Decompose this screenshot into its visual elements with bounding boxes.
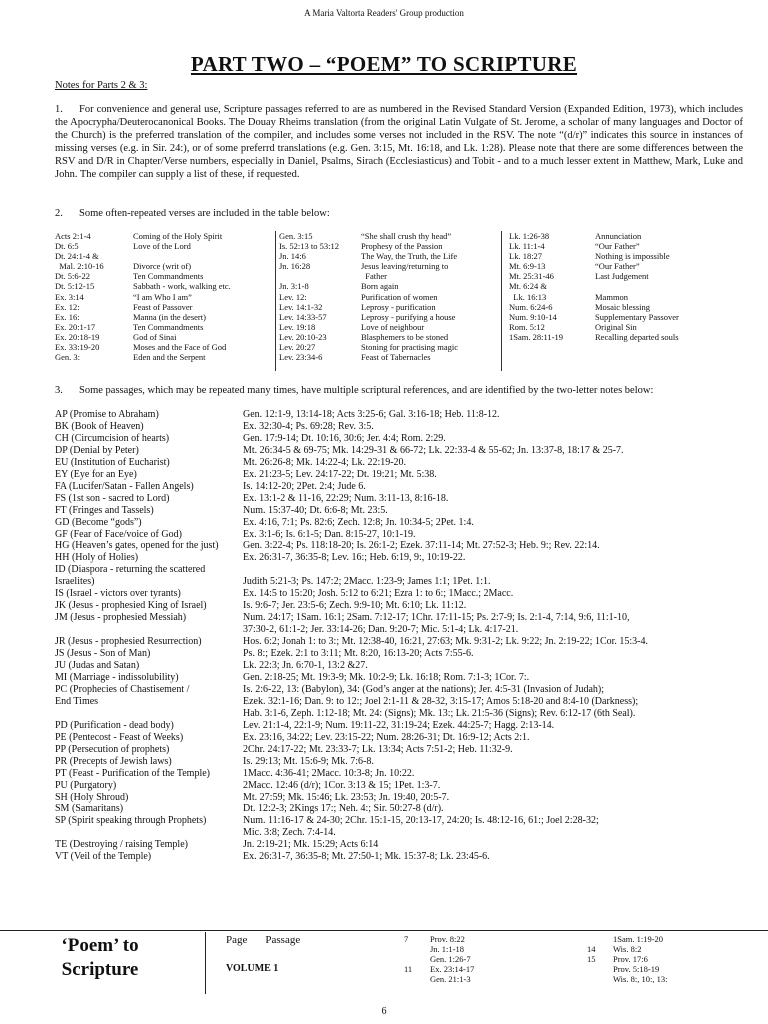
code-label: PD (Purification - dead body) (55, 719, 174, 731)
verse-desc: Jesus leaving/returning to (361, 261, 449, 272)
code-references: Lev. 21:1-4, 22:1-9; Num. 19:11-22, 31:19-24; Ezek. 44:25-7; Hagg. 2:13-14. (243, 719, 555, 731)
code-references: Is. 29:13; Mt. 15:6-9; Mk. 7:6-8. (243, 755, 374, 767)
verse-row (279, 302, 458, 312)
footer-page-number: 11 (404, 964, 413, 974)
verse-desc: Prophesy of the Passion (361, 241, 443, 252)
verse-row (509, 261, 679, 271)
verse-row (509, 251, 679, 261)
verse-ref: Jn. 14:6 (279, 251, 306, 262)
code-row (55, 696, 745, 708)
code-row (55, 839, 745, 851)
code-label: ID (Diaspora - returning the scattered (55, 564, 206, 576)
code-references: Mt. 26:34-5 & 69-75; Mk. 14:29-31 & 66-72; Lk. 22:33-4 & 55-62; Jn. 13:37-8, 18:17 & 25-7. (243, 444, 624, 456)
verse-ref: Lev. 14:1-32 (279, 301, 323, 312)
code-references: Num. 11:16-17 & 24-30; 2Chr. 15:1-15, 20:13-17, 24:20; Is. 48:12-16, 61:; Joel 2:28-32; (243, 815, 599, 827)
code-label: BK (Book of Heaven) (55, 420, 144, 432)
note-text: Some often-repeated verses are included in the table below: (79, 208, 330, 219)
verse-ref: 1Sam. 28:11-19 (509, 331, 563, 342)
code-references: Mt. 27:59; Mk. 15:46; Lk. 23:53; Jn. 19:40, 20:5-7. (243, 791, 450, 803)
code-row (55, 636, 745, 648)
verse-desc: Sabbath - work, walking etc. (133, 281, 231, 292)
footer-rule (0, 930, 768, 931)
two-letter-codes-list (55, 409, 745, 863)
code-row (55, 481, 745, 493)
verse-row (279, 281, 458, 291)
footer-passage-ref: Gen. 1:26-7 (430, 954, 471, 964)
footer-column-headers (226, 934, 318, 946)
code-references: Ex. 26:31-7, 36:35-8; Mt. 27:50-1; Mk. 15:37-8; Lk. 23:45-6. (243, 851, 490, 863)
code-label: GD (Become “gods”) (55, 516, 142, 528)
footer-passage-row (587, 964, 667, 974)
verse-desc: Mosaic blessing (595, 301, 651, 312)
verse-row (279, 271, 458, 281)
code-label (55, 708, 243, 720)
verse-desc: Eden and the Serpent (133, 352, 206, 363)
code-references: Ex. 26:31-7, 36:35-8; Lev. 16:; Heb. 6:19, 9:, 10:19-22. (243, 552, 466, 564)
verse-desc: Moses and the Face of God (133, 342, 227, 353)
code-row (55, 588, 745, 600)
code-label: JU (Judas and Satan) (55, 660, 140, 672)
code-references: Mt. 26:26-8; Mk. 14:22-4; Lk. 22:19-20. (243, 456, 407, 468)
code-label: JS (Jesus - Son of Man) (55, 648, 151, 660)
verse-desc: Feast of Passover (133, 301, 193, 312)
code-label: CH (Circumcision of hearts) (55, 432, 170, 444)
verse-column-1 (55, 231, 231, 362)
verse-desc: “I am Who I am” (133, 291, 192, 302)
footer-passage-row (587, 934, 667, 944)
note-number: 1. (55, 104, 63, 115)
footer-passages-1 (404, 934, 474, 984)
verse-row (55, 251, 231, 261)
footer-page-number: 7 (404, 934, 409, 944)
verse-desc: Supplementary Passover (595, 311, 679, 322)
verse-column-3 (509, 231, 679, 342)
verse-ref: Jn. 3:1-8 (279, 281, 309, 292)
code-references: Is. 2:6-22, 13: (Babylon), 34: (God’s anger at the nations); Jer. 4:5-31 (Invasion of Judah); (243, 683, 605, 695)
code-row (55, 720, 745, 732)
page-number: 6 (381, 1006, 387, 1017)
code-references: Ezek. 32:1-16; Dan. 9: to 12:; Joel 2:1-11 & 28-32, 3:15-17; Amos 5:18-20 and 8:4-10 (Darkness); (243, 695, 639, 707)
code-references: Dt. 12:2-3; 2Kings 17:; Neh. 4:; Sir. 50:27-8 (d/r). (243, 803, 444, 815)
verse-desc: “She shall crush thy head” (361, 231, 452, 241)
verse-row (509, 292, 679, 302)
code-references: Ex. 4:16, 7:1; Ps. 82:6; Zech. 12:8; Jn. 10:34-5; 2Pet. 1:4. (243, 516, 474, 528)
code-row (55, 409, 745, 421)
code-label: JR (Jesus - prophesied Resurrection) (55, 636, 202, 648)
code-row (55, 815, 745, 827)
code-label: PE (Pentecost - Feast of Weeks) (55, 731, 184, 743)
code-references: Ex. 32:30-4; Ps. 69:28; Rev. 3:5. (243, 420, 374, 432)
code-row (55, 612, 745, 624)
verse-row (55, 332, 231, 342)
code-references: Num. 24:17; 1Sam. 16:1; 2Sam. 7:12-17; 1Chr. 17:11-15; Ps. 2:7-9; Is. 2:1-4, 7:14, 9:6, 11:1-10, (243, 612, 630, 624)
code-row (55, 517, 745, 529)
verse-row (279, 312, 458, 322)
verse-ref: Lk. 11:1-4 (509, 241, 545, 252)
code-label: JM (Jesus - prophesied Messiah) (55, 612, 187, 624)
code-references: 1Macc. 4:36-41; 2Macc. 10:3-8; Jn. 10:22. (243, 767, 415, 779)
code-label: PR (Precepts of Jewish laws) (55, 755, 172, 767)
verse-row (55, 241, 231, 251)
code-label: TE (Destroying / raising Temple) (55, 839, 188, 851)
verse-ref: Lev. 19:18 (279, 321, 316, 332)
code-references: 2Macc. 12:46 (d/r); 1Cor. 3:13 & 15; 1Pet. 1:3-7. (243, 779, 441, 791)
code-references: Lk. 22:3; Jn. 6:70-1, 13:2 &27. (243, 660, 368, 672)
verse-ref: Lk. 16:13 (509, 291, 547, 302)
code-label: HH (Holy of Holies) (55, 552, 139, 564)
verse-desc: Ten Commandments (133, 271, 204, 282)
code-row (55, 744, 745, 756)
verse-ref: Ex. 16: (55, 311, 80, 322)
verse-column-2 (279, 231, 458, 362)
verse-ref: Dt. 5:6-22 (55, 271, 90, 282)
verse-desc: Coming of the Holy Spirit (133, 231, 223, 241)
column-divider (275, 231, 276, 371)
verse-row (509, 302, 679, 312)
verse-row (509, 231, 679, 241)
footer-passage-row (587, 974, 667, 984)
footer-passage-row (587, 954, 667, 964)
verse-ref: Lev. 23:34-6 (279, 352, 323, 363)
verse-desc: “Our Father” (595, 261, 640, 272)
code-row (55, 827, 745, 839)
verse-desc: Annunciation (595, 231, 642, 241)
code-label: FA (Lucifer/Satan - Fallen Angels) (55, 480, 194, 492)
code-label: End Times (55, 695, 99, 707)
verse-row (55, 261, 231, 271)
verse-desc: Love of neighbour (361, 321, 425, 332)
code-label: SH (Holy Shroud) (55, 791, 129, 803)
code-references: Ex. 3:1-6; Is. 6:1-5; Dan. 8:15-27, 10:1-19. (243, 528, 416, 540)
verse-row (279, 352, 458, 362)
verse-desc: Divorce (writ of) (133, 261, 192, 272)
code-row (55, 564, 745, 576)
verse-ref: Dt. 6:5 (55, 241, 79, 252)
passage-label: Passage (265, 934, 301, 946)
footer-passage-row (404, 944, 474, 954)
verse-ref: Mt. 25:31-46 (509, 271, 554, 282)
book-title (40, 934, 160, 982)
code-row (55, 540, 745, 552)
code-label: PT (Feast - Purification of the Temple) (55, 767, 211, 779)
book-title-line: ‘Poem’ to (61, 935, 139, 956)
code-label: EU (Institution of Eucharist) (55, 456, 170, 468)
code-references: Ps. 8:; Ezek. 2:1 to 3:11; Mt. 8:20, 16:13-20; Acts 7:55-6. (243, 648, 474, 660)
verse-ref: Lev. 14:33-57 (279, 311, 327, 322)
footer-passage-ref: Gen. 21:1-3 (430, 974, 471, 984)
footer-passage-ref: Prov. 8:22 (430, 934, 465, 944)
code-row (55, 648, 745, 660)
code-label (55, 624, 243, 636)
code-references: Gen. 17:9-14; Dt. 10:16, 30:6; Jer. 4:4; Rom. 2:29. (243, 432, 446, 444)
verse-row (55, 352, 231, 362)
code-row (55, 552, 745, 564)
verse-row (55, 281, 231, 291)
verse-desc: Feast of Tabernacles (361, 352, 431, 363)
code-row (55, 433, 745, 445)
code-row (55, 792, 745, 804)
code-label: VT (Veil of the Temple) (55, 851, 152, 863)
verse-row (279, 251, 458, 261)
code-label: DP (Denial by Peter) (55, 444, 139, 456)
footer-page-number: 15 (587, 954, 596, 964)
code-label: PP (Persecution of prophets) (55, 743, 170, 755)
footer-passage-ref: Ex. 23:14-17 (430, 964, 475, 974)
code-label (55, 827, 243, 839)
code-references: Judith 5:21-3; Ps. 147:2; 2Macc. 1:23-9; James 1:1; 1Pet. 1:1. (243, 576, 491, 588)
verse-desc: Leprosy - purification (361, 301, 436, 312)
verse-row (55, 322, 231, 332)
code-row (55, 457, 745, 469)
notes-heading: Notes for Parts 2 & 3: (55, 80, 148, 91)
footer-passage-row (587, 944, 667, 954)
verse-desc: The Way, the Truth, the Life (361, 251, 458, 262)
footer-passage-ref: Wis. 8:2 (613, 944, 642, 954)
code-row (55, 505, 745, 517)
verse-desc: Blasphemers to be stoned (361, 331, 449, 342)
code-row (55, 493, 745, 505)
verse-ref: Ex. 20:18-19 (55, 331, 100, 342)
code-label: FS (1st son - sacred to Lord) (55, 492, 170, 504)
verse-ref: Dt. 5:12-15 (55, 281, 95, 292)
verse-row (279, 231, 458, 241)
verse-ref: Lev. 20:27 (279, 342, 316, 353)
production-header: A Maria Valtorta Readers' Group production (304, 8, 464, 18)
code-row (55, 660, 745, 672)
code-references: Mic. 3:8; Zech. 7:4-14. (243, 827, 336, 839)
code-references: Is. 14:12-20; 2Pet. 2:4; Jude 6. (243, 480, 366, 492)
note-number: 2. (55, 208, 63, 219)
verse-row (279, 292, 458, 302)
verse-ref: Dt. 24:1-4 & (55, 251, 99, 262)
verse-row (55, 231, 231, 241)
verse-ref: Lev. 20:10-23 (279, 331, 327, 342)
code-references: Gen. 2:18-25; Mt. 19:3-9; Mk. 10:2-9; Lk. 16:18; Rom. 7:1-3; 1Cor. 7:. (243, 671, 530, 683)
verse-row (509, 312, 679, 322)
code-label: AP (Promise to Abraham) (55, 409, 159, 420)
code-label: SP (Spirit speaking through Prophets) (55, 815, 207, 827)
footer-divider (205, 932, 206, 994)
page-title: PART TWO – “POEM” TO SCRIPTURE (190, 52, 578, 76)
verse-ref: Ex. 20:1-17 (55, 321, 96, 332)
verse-desc: Last Judgement (595, 271, 649, 282)
verse-ref: Is. 52:13 to 53:12 (279, 241, 339, 252)
note-text: Some passages, which may be repeated many times, have multiple scriptural references, and are identified by the two-letter notes below: (79, 385, 654, 396)
verse-ref: Jn. 16:28 (279, 261, 311, 272)
verse-desc: Stoning for practising magic (361, 342, 459, 353)
note-paragraph-1 (55, 103, 743, 181)
verse-desc: Father (361, 271, 387, 282)
footer-page-number: 14 (587, 944, 596, 954)
page-label: Page (226, 934, 248, 946)
volume-label: VOLUME 1 (226, 963, 279, 974)
verse-desc: Ten Commandments (133, 321, 204, 332)
verse-desc: Love of the Lord (133, 241, 191, 252)
footer-passage-ref: Prov. 17:6 (613, 954, 648, 964)
code-row (55, 421, 745, 433)
footer-passage-ref: Jn. 1:1-18 (430, 944, 464, 954)
verse-row (55, 292, 231, 302)
code-row (55, 672, 745, 684)
code-row (55, 684, 745, 696)
code-label: MI (Marriage - indissolubility) (55, 671, 179, 683)
code-label: PC (Prophecies of Chastisement / (55, 683, 190, 695)
column-divider (501, 231, 502, 371)
footer-passage-row (404, 934, 474, 944)
code-row (55, 732, 745, 744)
code-references: Ex. 13:1-2 & 11-16, 22:29; Num. 3:11-13, 8:16-18. (243, 492, 449, 504)
verse-desc: Born again (361, 281, 399, 292)
verse-ref: Ex. 3:14 (55, 291, 84, 302)
code-row (55, 624, 745, 636)
code-label: HG (Heaven’s gates, opened for the just) (55, 540, 219, 552)
code-label: SM (Samaritans) (55, 803, 124, 815)
verse-desc: Purification of women (361, 291, 438, 302)
verse-row (279, 332, 458, 342)
footer-passage-row (404, 954, 474, 964)
verse-row (55, 312, 231, 322)
verse-ref: Rom. 5:12 (509, 321, 545, 332)
footer-passage-ref: Wis. 8:, 10:, 13: (613, 974, 668, 984)
verse-ref: Gen. 3: (55, 352, 81, 363)
verse-ref: Num. 6:24-6 (509, 301, 553, 312)
verse-desc: God of Sinai (133, 331, 177, 342)
code-row (55, 445, 745, 457)
code-label: GF (Fear of Face/voice of God) (55, 528, 182, 540)
book-title-line: Scripture (61, 959, 139, 980)
verse-ref: Mt. 6:9-13 (509, 261, 546, 272)
code-references: Num. 15:37-40; Dt. 6:6-8; Mt. 23:5. (243, 504, 388, 516)
verse-row (509, 281, 679, 291)
code-row (55, 708, 745, 720)
verse-desc: Leprosy - purifying a house (361, 311, 456, 322)
verse-ref: Acts 2:1-4 (55, 231, 91, 241)
verse-row (509, 322, 679, 332)
code-references (243, 564, 745, 576)
note-text: For convenience and general use, Scripture passages referred to are as numbered in the Revised Standard Version (Expanded Edition, 1973), which includes the Apocrypha/Deuterocanonical Books. The Douay Rheims translation (from the original Latin Vulgate of St. Jerome, a scholar of many languages and Doctor of the Church) is the preferred translation of the compiler, and includes some verses not included in the RSV. The note “(d/r)” indicates this source in instances of missing verses (e.g. in Sir. 24:), or of some preferrd translations (e.g. Gen. 3:15, Mt. 16:18, and Lk. 1:28). Please note that there are some differences between the RSV and D/R in Chapter/Verse numbers, especially in Daniel, Psalms, Sirach (Ecclesiasticus) and Tobit - and to a much lesser extent in Matthew, Mark, Luke and John. The compiler can supply a list of these, if requested. (55, 104, 743, 180)
footer-passage-row (404, 964, 474, 974)
verse-desc: Mammon (595, 291, 629, 302)
code-label: Israelites) (55, 576, 95, 588)
verse-desc: Manna (in the desert) (133, 311, 206, 322)
verse-desc: Recalling departed souls (595, 331, 679, 342)
verse-row (55, 302, 231, 312)
code-row (55, 600, 745, 612)
verse-row (509, 271, 679, 281)
code-row (55, 756, 745, 768)
verse-row (55, 342, 231, 352)
verse-ref: Mal. 2:10-16 (55, 261, 104, 272)
code-references: Is. 9:6-7; Jer. 23:5-6; Zech. 9:9-10; Mt. 6:10; Lk. 11:12. (243, 600, 467, 612)
verse-ref: Ex. 33:19-20 (55, 342, 100, 353)
verse-ref: Lk. 18:27 (509, 251, 543, 262)
footer-passages-2 (587, 934, 667, 984)
code-references: 2Chr. 24:17-22; Mt. 23:33-7; Lk. 13:34; Acts 7:51-2; Heb. 11:32-9. (243, 743, 513, 755)
verse-ref: Gen. 3:15 (279, 231, 313, 241)
verse-ref: Mt. 6:24 & (509, 281, 548, 292)
verse-desc: Nothing is impossible (595, 251, 670, 262)
code-references: Ex. 23:16, 34:22; Lev. 23:15-22; Num. 28:26-31; Dt. 16:9-12; Acts 2:1. (243, 731, 530, 743)
verse-desc: “Our Father” (595, 241, 640, 252)
verse-row (279, 261, 458, 271)
code-references: Gen. 12:1-9, 13:14-18; Acts 3:25-6; Gal. 3:16-18; Heb. 11:8-12. (243, 409, 500, 420)
code-label: JK (Jesus - prophesied King of Israel) (55, 600, 207, 612)
verse-row (279, 241, 458, 251)
verse-desc: Original Sin (595, 321, 637, 332)
footer-passage-ref: Prov. 5:18-19 (613, 964, 660, 974)
footer-passage-row (404, 974, 474, 984)
code-references: 37:30-2, 61:1-2; Jer. 33:14-26; Dan. 9:20-7; Mic. 5:1-4; Lk. 4:17-21. (243, 624, 519, 636)
code-references: Jn. 2:19-21; Mk. 15:29; Acts 6:14 (243, 839, 379, 851)
code-row (55, 780, 745, 792)
code-row (55, 851, 745, 863)
code-references: Gen. 3:22-4; Ps. 118:18-20; Is. 26:1-2; Ezek. 37:11-14; Mt. 27:52-3; Heb. 9:; Rev. 22:14. (243, 540, 600, 552)
code-label: FT (Fringes and Tassels) (55, 504, 154, 516)
verse-row (509, 332, 679, 342)
verse-ref: Ex. 12: (55, 301, 80, 312)
note-number: 3. (55, 385, 63, 396)
verse-ref: Lk. 1:26-38 (509, 231, 550, 241)
verse-row (279, 322, 458, 332)
code-row (55, 803, 745, 815)
note-paragraph-2 (55, 207, 743, 220)
code-row (55, 768, 745, 780)
code-references: Hos. 6:2; Jonah 1: to 3:; Mt. 12:38-40, 16:21, 27:63; Mk. 9:31-2; Lk. 9:22; Jn. 2:19-22; 1Cor. 15:3-4. (243, 636, 649, 648)
code-references: Ex. 14:5 to 15:20; Josh. 5:12 to 6:21; Ezra 1: to 6:; 1Macc.; 2Macc. (243, 588, 514, 600)
verse-ref: Num. 9:10-14 (509, 311, 557, 322)
code-label: IS (Israel - victors over tyrants) (55, 588, 181, 600)
code-row (55, 529, 745, 541)
footer-passage-ref: 1Sam. 1:19-20 (613, 934, 664, 944)
verse-row (279, 342, 458, 352)
code-label: EY (Eye for an Eye) (55, 468, 137, 480)
verse-row (509, 241, 679, 251)
code-references: Hab. 3:1-6, Zeph. 1:12-18; Mt. 24: (Signs); Mk. 13:; Lk. 21:5-36 (Signs); Rev. 6:12-17 (6th Seal). (243, 707, 636, 719)
code-row (55, 576, 745, 588)
verse-ref: Lev. 12: (279, 291, 307, 302)
code-label: PU (Purgatory) (55, 779, 117, 791)
code-references: Ex. 21:23-5; Lev. 24:17-22; Dt. 19:21; Mt. 5:38. (243, 468, 437, 480)
note-paragraph-3 (55, 384, 743, 397)
code-row (55, 469, 745, 481)
verse-row (55, 271, 231, 281)
